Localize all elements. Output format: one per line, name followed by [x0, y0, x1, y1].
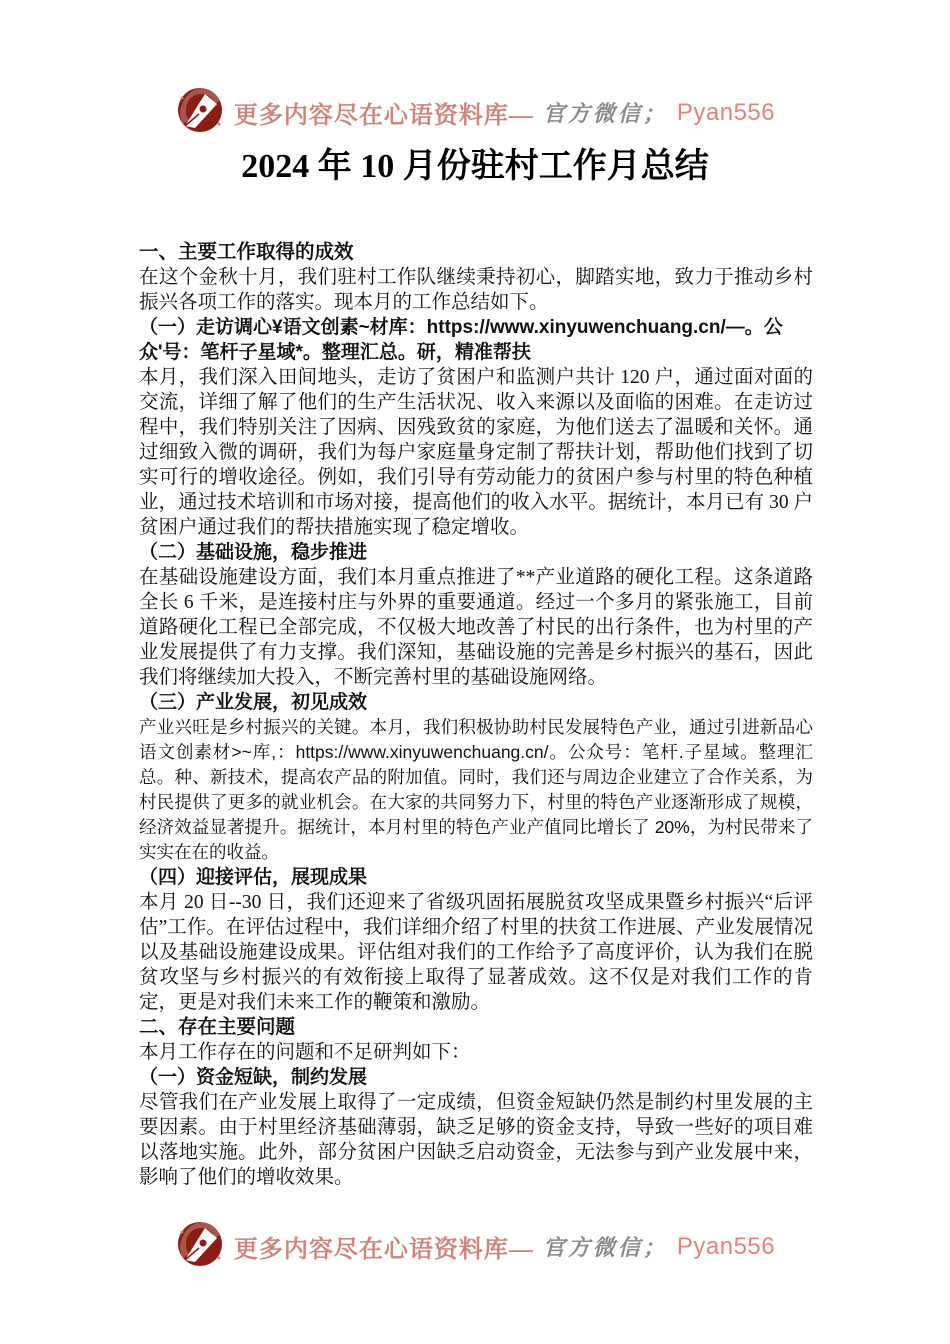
- paragraph: 在基础设施建设方面，我们本月重点推进了**产业道路的硬化工程。这条道路全长 6 千米，是连接村庄与外界的重要通道。经过一个多月的紧张施工，目前道路硬化工程已全部完成，不仅极大地改善了村民的出行条件，也为村里的产业发展提供了有力支撑。我们深知，基础设施的完善是乡村振兴的基石，因此我们将继续加大投入，不断完善村里的基础设施网络。: [139, 567, 813, 688]
- paragraph: 本月工作存在的问题和不足研判如下：: [139, 1042, 471, 1063]
- watermark-text: 更多内容尽在心语资料库—: [233, 103, 534, 129]
- pen-logo-icon: [175, 84, 225, 141]
- footer-watermark: [0, 1218, 950, 1275]
- section-heading: （四）迎接评估，展现成果: [139, 867, 368, 888]
- watermark-wechat-label: 官方微信；: [542, 1235, 668, 1261]
- section-heading: 二、存在主要问题: [139, 1016, 296, 1038]
- paragraph: 在这个金秋十月，我们驻村工作队继续秉持初心，脚踏实地，致力于推动乡村振兴各项工作的落实。现本月的工作总结如下。: [139, 267, 813, 313]
- paragraph: 尽管我们在产业发展上取得了一定成绩，但资金短缺仍然是制约村里发展的主要因素。由于村里经济基础薄弱，缺乏足够的资金支持，导致一些好的项目难以落地实施。此外，部分贫困户因缺乏启动资金，无法参与到产业发展中来，影响了他们的增收效果。: [139, 1092, 813, 1188]
- section-heading: 一、主要工作取得的成效: [139, 241, 354, 263]
- header-watermark: [0, 84, 950, 141]
- pen-logo-icon: [175, 1218, 225, 1275]
- paragraph: 本月，我们深入田间地头，走访了贫困户和监测户共计 120 户，通过面对面的交流，详细了解了他们的生产生活状况、收入来源以及面临的困难。在走访过程中，我们特别关注了因病、因残致贫的家庭，为他们送去了温暖和关怀。通过细致入微的调研，我们为每户家庭量身定制了帮扶计划，帮助他们找到了切实可行的增收途径。例如，我们引导有劳动能力的贫困户参与村里的特色种植业，通过技术培训和市场对接，提高他们的收入水平。据统计，本月已有 30 户贫困户通过我们的帮扶措施实现了稳定增收。: [139, 367, 813, 538]
- document-body: [139, 240, 813, 1190]
- section-heading: （三）产业发展，初见成效: [139, 692, 368, 713]
- watermark-account: Pyan556: [676, 1232, 776, 1260]
- watermark-text: 更多内容尽在心语资料库—: [233, 1237, 534, 1263]
- paragraph: 产业兴旺是乡村振兴的关键。本月，我们积极协助村民发展特色产业，通过引进新品心语文创素材>~库,：https://www.xinyuwenchuang.cn/。公众号：笔杆.子星域。整理汇总。种、新技术，提高农产品的附加值。同时，我们还与周边企业建立了合作关系，为村民提供了更多的就业机会。在大家的共同努力下，村里的特色产业逐渐形成了规模，经济效益显著提升。据统计，本月村里的特色产业产值同比增长了 20%，为村民带来了实实在在的收益。: [139, 717, 813, 862]
- watermark-wechat-label: 官方微信；: [542, 101, 668, 127]
- section-heading: （二）基础设施，稳步推进: [139, 542, 368, 563]
- watermark-account: Pyan556: [676, 98, 776, 126]
- page-title: 2024 年 10 月份驻村工作月总结: [241, 148, 709, 185]
- section-heading: （一）走访调心¥语文创素~材库：https://www.xinyuwenchuang.cn/—。公众'号：笔杆子星域*。整理汇总。研，精准帮扶: [139, 317, 783, 363]
- section-heading: （一）资金短缺，制约发展: [139, 1067, 368, 1088]
- paragraph: 本月 20 日--30 日，我们还迎来了省级巩固拓展脱贫攻坚成果暨乡村振兴“后评估”工作。在评估过程中，我们详细介绍了村里的扶贫工作进展、产业发展情况以及基础设施建设成果。评估组对我们的工作给予了高度评价，认为我们在脱贫攻坚与乡村振兴的有效衔接上取得了显著成效。这不仅是对我们工作的肯定，更是对我们未来工作的鞭策和激励。: [139, 892, 813, 1013]
